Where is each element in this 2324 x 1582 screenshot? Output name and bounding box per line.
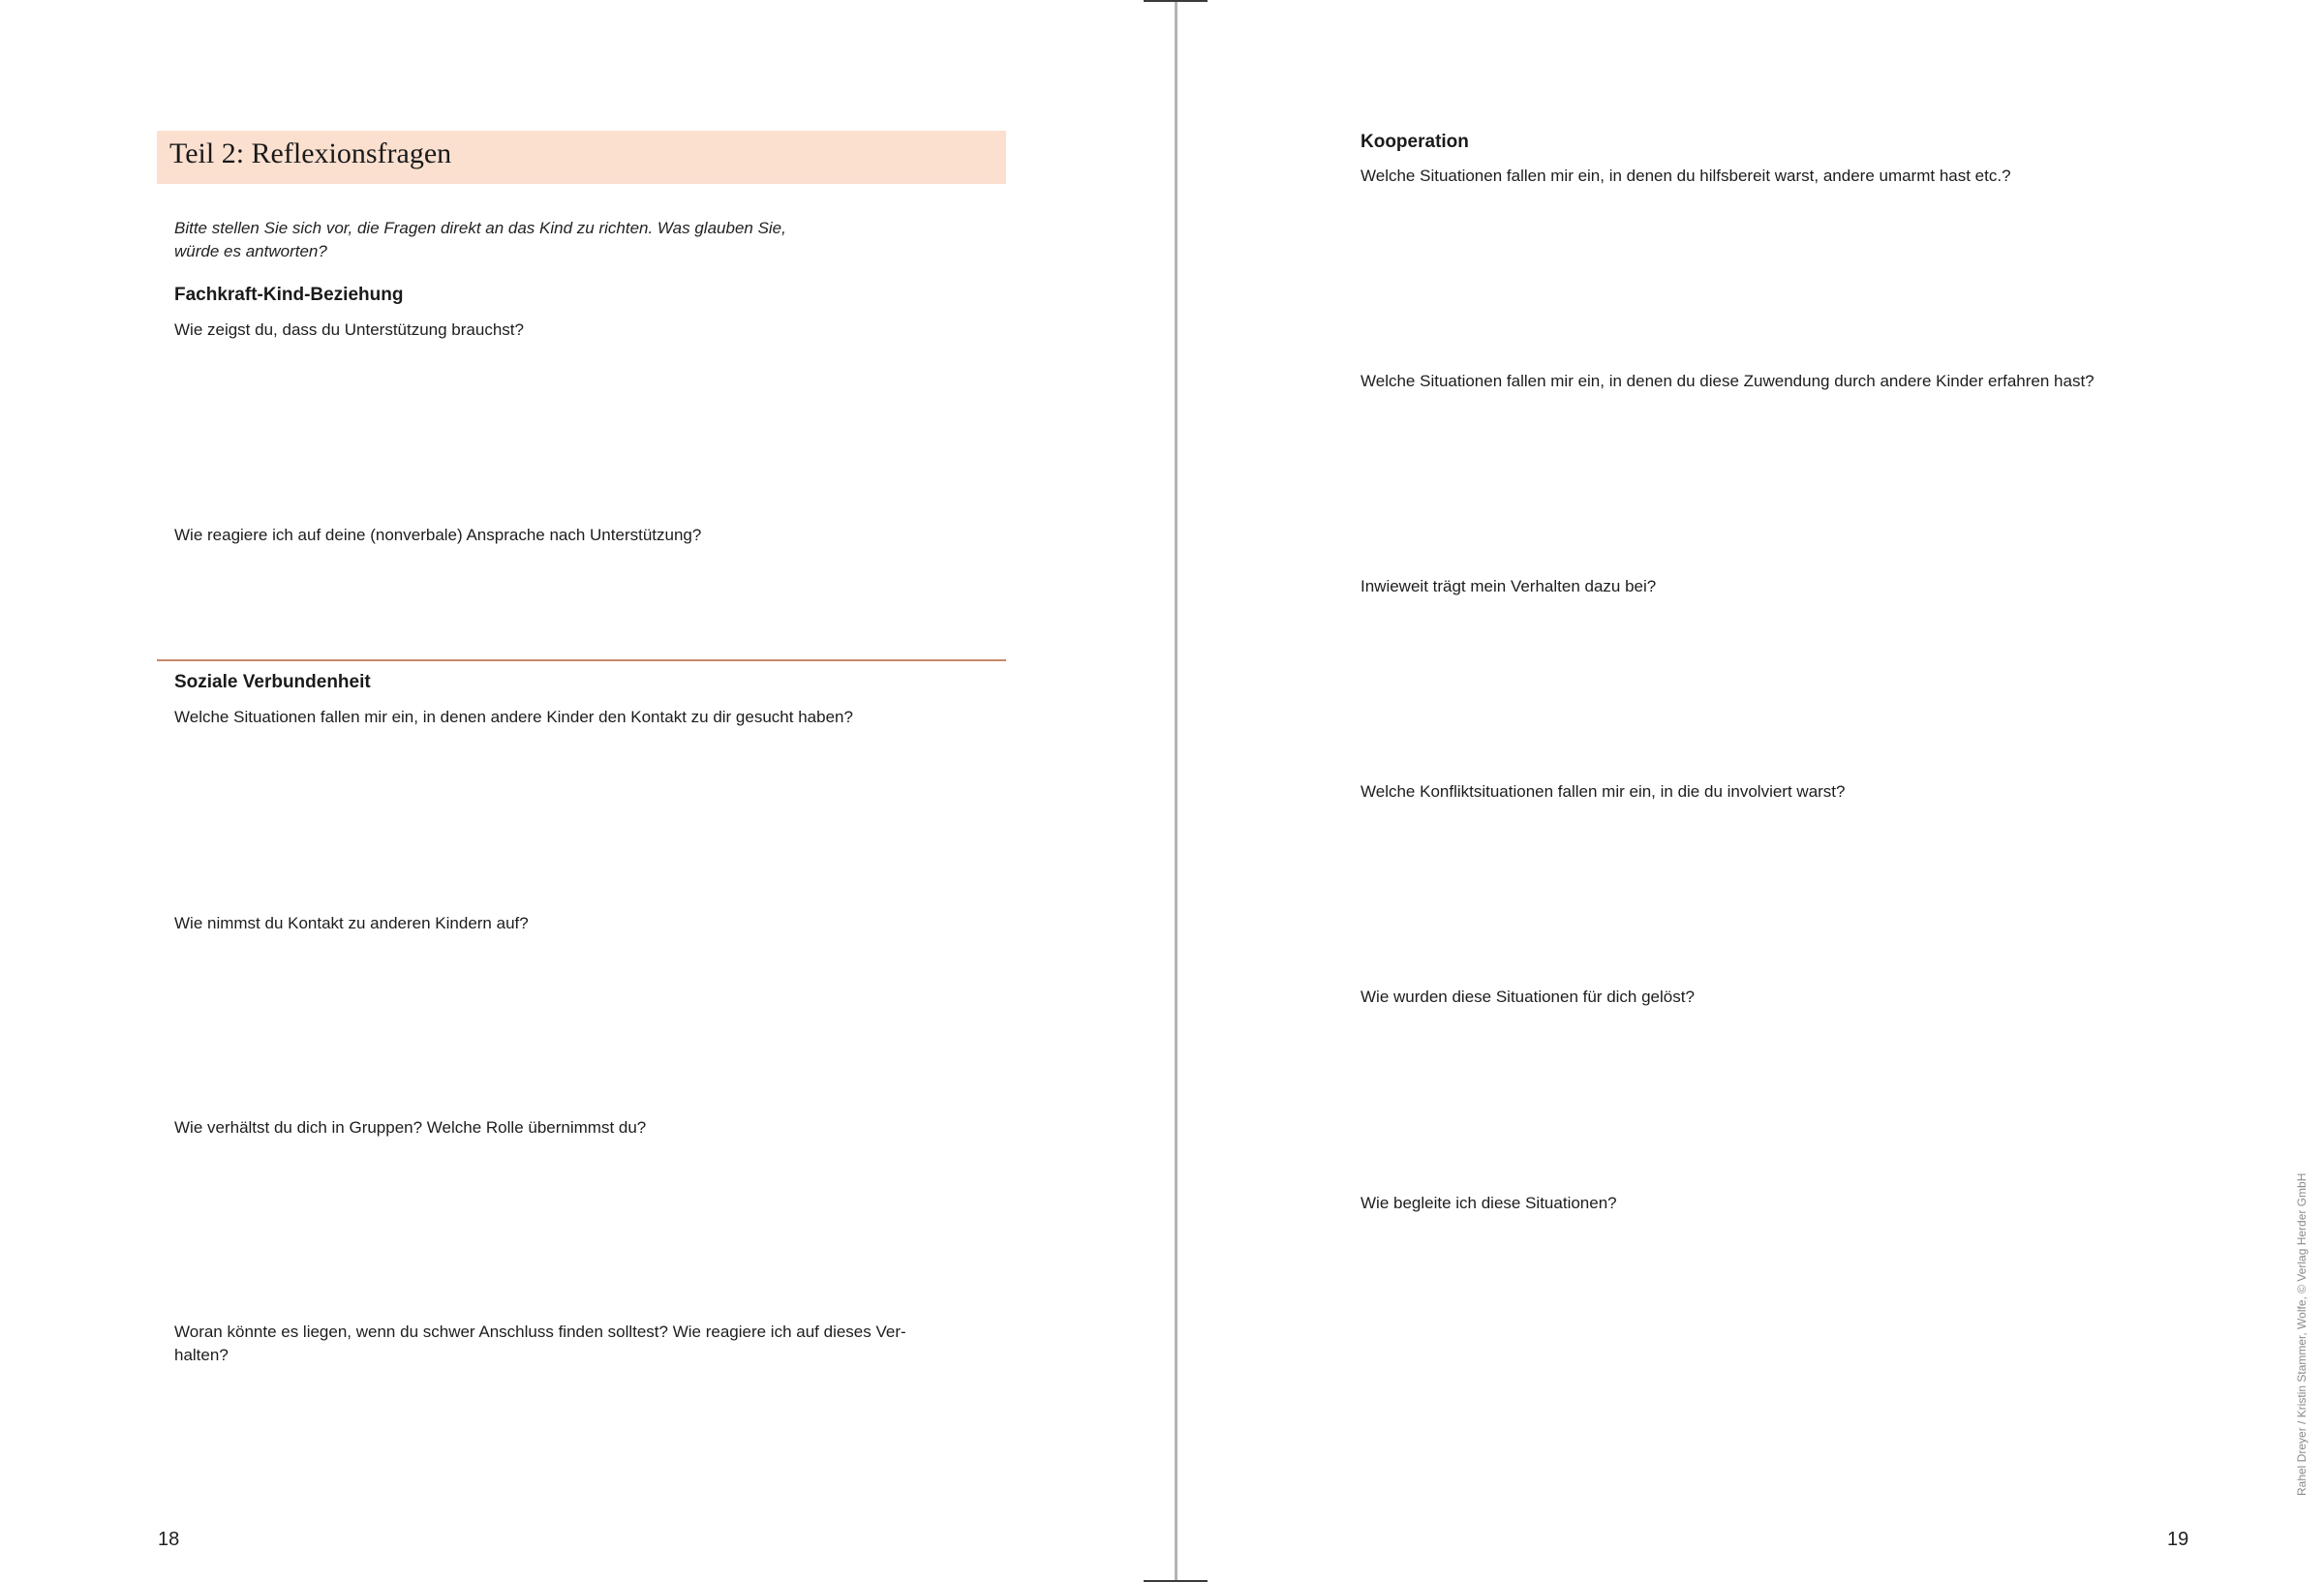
page-number-left: 18 — [158, 1529, 180, 1550]
question-kontakt-gesucht: Welche Situationen fallen mir ein, in denen andere Kinder den Kontakt zu dir gesucht haben? — [174, 708, 853, 726]
question-situationen-geloest: Wie wurden diese Situationen für dich gelöst? — [1361, 988, 1695, 1006]
page-number-right: 19 — [2167, 1529, 2189, 1550]
book-spine — [1175, 0, 1177, 1582]
question-zuwendung: Welche Situationen fallen mir ein, in denen du diese Zuwendung durch andere Kinder erfahren hast? — [1361, 372, 2095, 390]
question-anschluss-line-1: Woran könnte es liegen, wenn du schwer Anschluss finden solltest? Wie reagiere ich auf dieses Ver- — [174, 1323, 906, 1341]
question-hilfsbereit: Welche Situationen fallen mir ein, in denen du hilfsbereit warst, andere umarmt hast etc.? — [1361, 167, 2011, 185]
question-kontakt-aufnehmen: Wie nimmst du Kontakt zu anderen Kindern auf? — [174, 914, 529, 932]
question-unterstuetzung-zeigen: Wie zeigst du, dass du Unterstützung brauchst? — [174, 320, 524, 339]
question-verhalten-gruppen: Wie verhältst du dich in Gruppen? Welche Rolle übernimmst du? — [174, 1118, 647, 1137]
question-verhalten-beitrag: Inwieweit trägt mein Verhalten dazu bei? — [1361, 577, 1657, 595]
intro-line-1: Bitte stellen Sie sich vor, die Fragen direkt an das Kind zu richten. Was glauben Sie, — [174, 219, 786, 237]
page-title: Teil 2: Reflexionsfragen — [169, 137, 452, 169]
question-situationen-begleiten: Wie begleite ich diese Situationen? — [1361, 1194, 1617, 1212]
question-anschluss-line-2: halten? — [174, 1346, 229, 1364]
intro-text — [174, 217, 872, 263]
question-anschluss-finden — [174, 1321, 1007, 1367]
crop-mark-top — [1144, 0, 1208, 2]
question-konfliktsituationen: Welche Konfliktsituationen fallen mir ein, in die du involviert warst? — [1361, 782, 1846, 801]
section-divider — [157, 659, 1006, 661]
section-title-fachkraft-kind-beziehung: Fachkraft-Kind-Beziehung — [174, 285, 404, 305]
section-title-soziale-verbundenheit: Soziale Verbundenheit — [174, 672, 371, 692]
intro-line-2: würde es antworten? — [174, 242, 327, 260]
copyright-notice: Rahel Dreyer / Kristin Stammer, Wolfe, © Verlag Herder GmbH — [2295, 1172, 2309, 1496]
question-reaktion-ansprache: Wie reagiere ich auf deine (nonverbale) Ansprache nach Unterstützung? — [174, 526, 702, 544]
section-title-kooperation: Kooperation — [1361, 132, 1469, 152]
